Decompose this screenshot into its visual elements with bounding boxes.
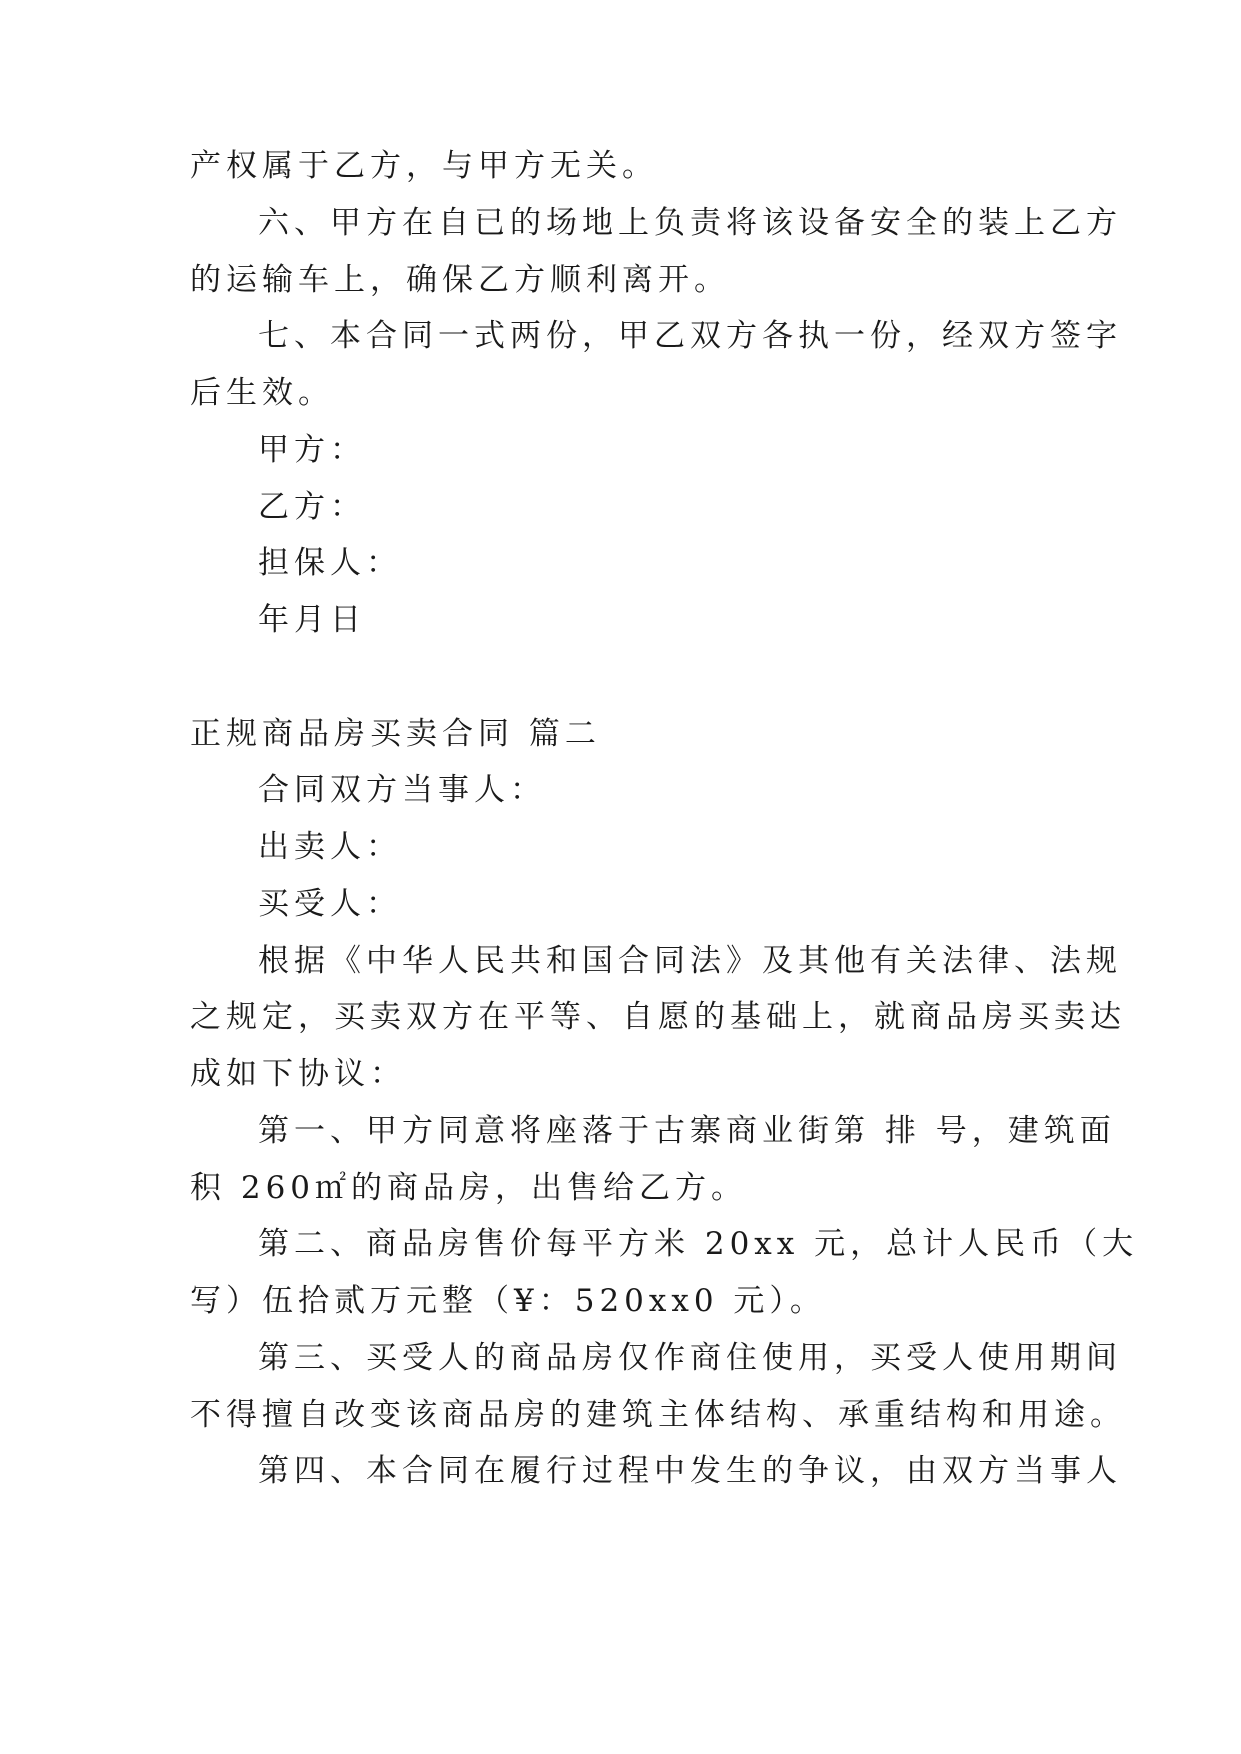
text-line: 第二、商品房售价每平方米 20xx 元，总计人民币（大 (258, 1226, 1139, 1262)
party-b-label: 乙方： (258, 489, 366, 525)
text-line: 合同双方当事人： (258, 772, 546, 808)
guarantor-label: 担保人： (258, 545, 402, 581)
text-line: 产权属于乙方，与甲方无关。 (190, 148, 658, 184)
text-line: 根据《中华人民共和国合同法》及其他有关法律、法规 (258, 943, 1122, 979)
text-line: 第四、本合同在履行过程中发生的争议，由双方当事人 (258, 1453, 1122, 1489)
date-label: 年月日 (258, 602, 366, 638)
text-line: 之规定，买卖双方在平等、自愿的基础上，就商品房买卖达 (190, 999, 1126, 1035)
text-line: 六、甲方在自已的场地上负责将该设备安全的装上乙方 (258, 205, 1122, 241)
text-line: 写）伍拾贰万元整（¥：520xx0 元）。 (190, 1283, 826, 1319)
text-line: 第一、甲方同意将座落于古寨商业街第 排 号，建筑面 (258, 1113, 1116, 1149)
text-line: 不得擅自改变该商品房的建筑主体结构、承重结构和用途。 (190, 1397, 1126, 1433)
text-line: 后生效。 (190, 375, 334, 411)
text-line: 第三、买受人的商品房仅作商住使用，买受人使用期间 (258, 1340, 1122, 1376)
text-line: 成如下协议： (190, 1056, 406, 1092)
section-heading: 正规商品房买卖合同 篇二 (190, 716, 601, 752)
buyer-label: 买受人： (258, 886, 402, 922)
party-a-label: 甲方： (258, 432, 366, 468)
text-line: 积 260㎡的商品房，出售给乙方。 (190, 1170, 748, 1206)
seller-label: 出卖人： (258, 829, 402, 865)
text-line: 七、本合同一式两份，甲乙双方各执一份，经双方签字 (258, 318, 1122, 354)
text-line: 的运输车上，确保乙方顺利离开。 (190, 262, 730, 298)
